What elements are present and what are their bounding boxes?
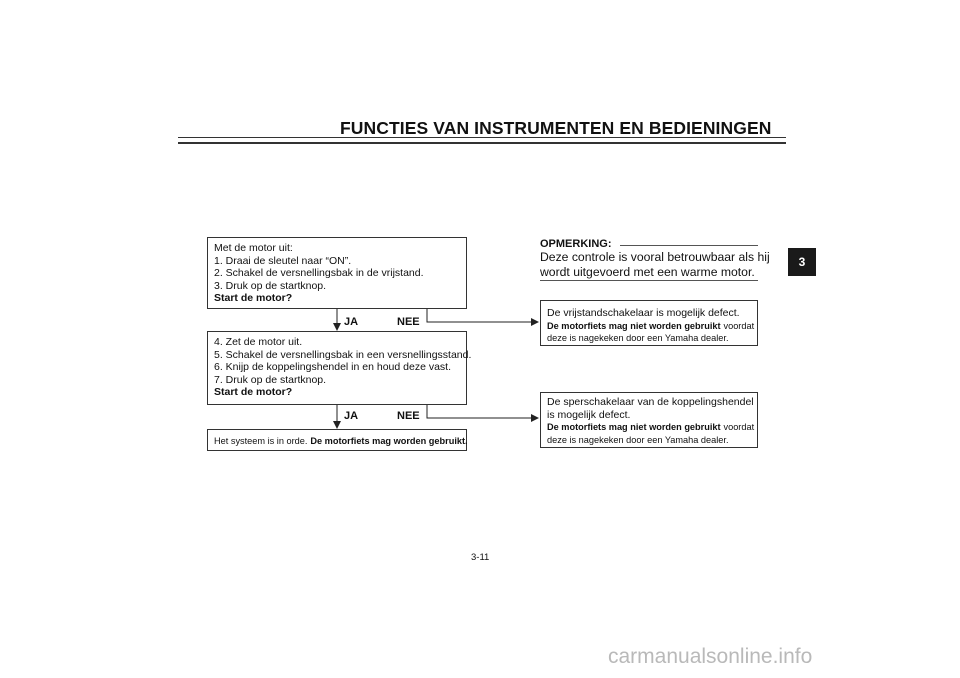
defect2-warning-bold: De motorfiets mag niet worden gebruikt	[547, 422, 721, 433]
defect2-box	[540, 392, 758, 448]
defect2-warning-rest: voordat	[723, 422, 755, 433]
chapter-tab: 3	[788, 248, 816, 276]
defect1-line: De vrijstandschakelaar is mogelijk defect.	[547, 307, 740, 319]
result-ok-box	[207, 429, 467, 451]
defect2-line: De sperschakelaar van de koppelingshendel	[547, 396, 754, 408]
step2-line: 6. Knijp de koppelingshendel in en houd deze vast.	[214, 361, 452, 374]
defect1-warning-rest: voordat	[723, 320, 755, 331]
no-label-1: NEE	[397, 316, 420, 328]
no-arrow-2	[427, 405, 538, 418]
step1-line: 3. Druk op de startknop.	[214, 279, 327, 292]
step2-line: 4. Zet de motor uit.	[214, 336, 303, 348]
yes-label-1: JA	[344, 316, 359, 328]
page-number: 3-11	[471, 552, 490, 563]
watermark: carmanualsonline.info	[608, 645, 813, 668]
result-ok-text: Het systeem is in orde.	[214, 436, 308, 446]
note-heading: OPMERKING:	[540, 238, 612, 250]
defect2-line: is mogelijk defect.	[547, 408, 631, 421]
no-arrow-1	[427, 309, 538, 322]
defect1-warning-bold: De motorfiets mag niet worden gebruikt	[547, 320, 721, 331]
defect1-line: deze is nagekeken door een Yamaha dealer.	[547, 333, 729, 344]
result-ok-bold: De motorfiets mag worden gebruikt.	[310, 436, 468, 446]
step2-box	[207, 331, 472, 405]
step1-line: Met de motor uit:	[214, 242, 293, 254]
defect2-line: deze is nagekeken door een Yamaha dealer.	[547, 434, 729, 445]
yes-label-2: JA	[344, 410, 359, 422]
note-line: wordt uitgevoerd met een warme motor.	[540, 265, 755, 279]
defect1-box	[540, 300, 758, 346]
no-label-2: NEE	[397, 410, 420, 422]
step1-line: 1. Draai de sleutel naar “ON”.	[214, 254, 352, 267]
step1-box	[207, 237, 467, 309]
step2-line: 5. Schakel de versnellingsbak in een versnellingsstand.	[214, 348, 472, 361]
step2-line: 7. Druk op de startknop.	[214, 373, 327, 386]
note-line: Deze controle is vooral betrouwbaar als hij	[540, 250, 770, 264]
step1-line: 2. Schakel de versnellingsbak in de vrijstand.	[214, 267, 424, 280]
step2-question: Start de motor?	[214, 386, 293, 399]
page-title: FUNCTIES VAN INSTRUMENTEN EN BEDIENINGEN	[340, 118, 772, 138]
step1-question: Start de motor?	[214, 292, 293, 305]
